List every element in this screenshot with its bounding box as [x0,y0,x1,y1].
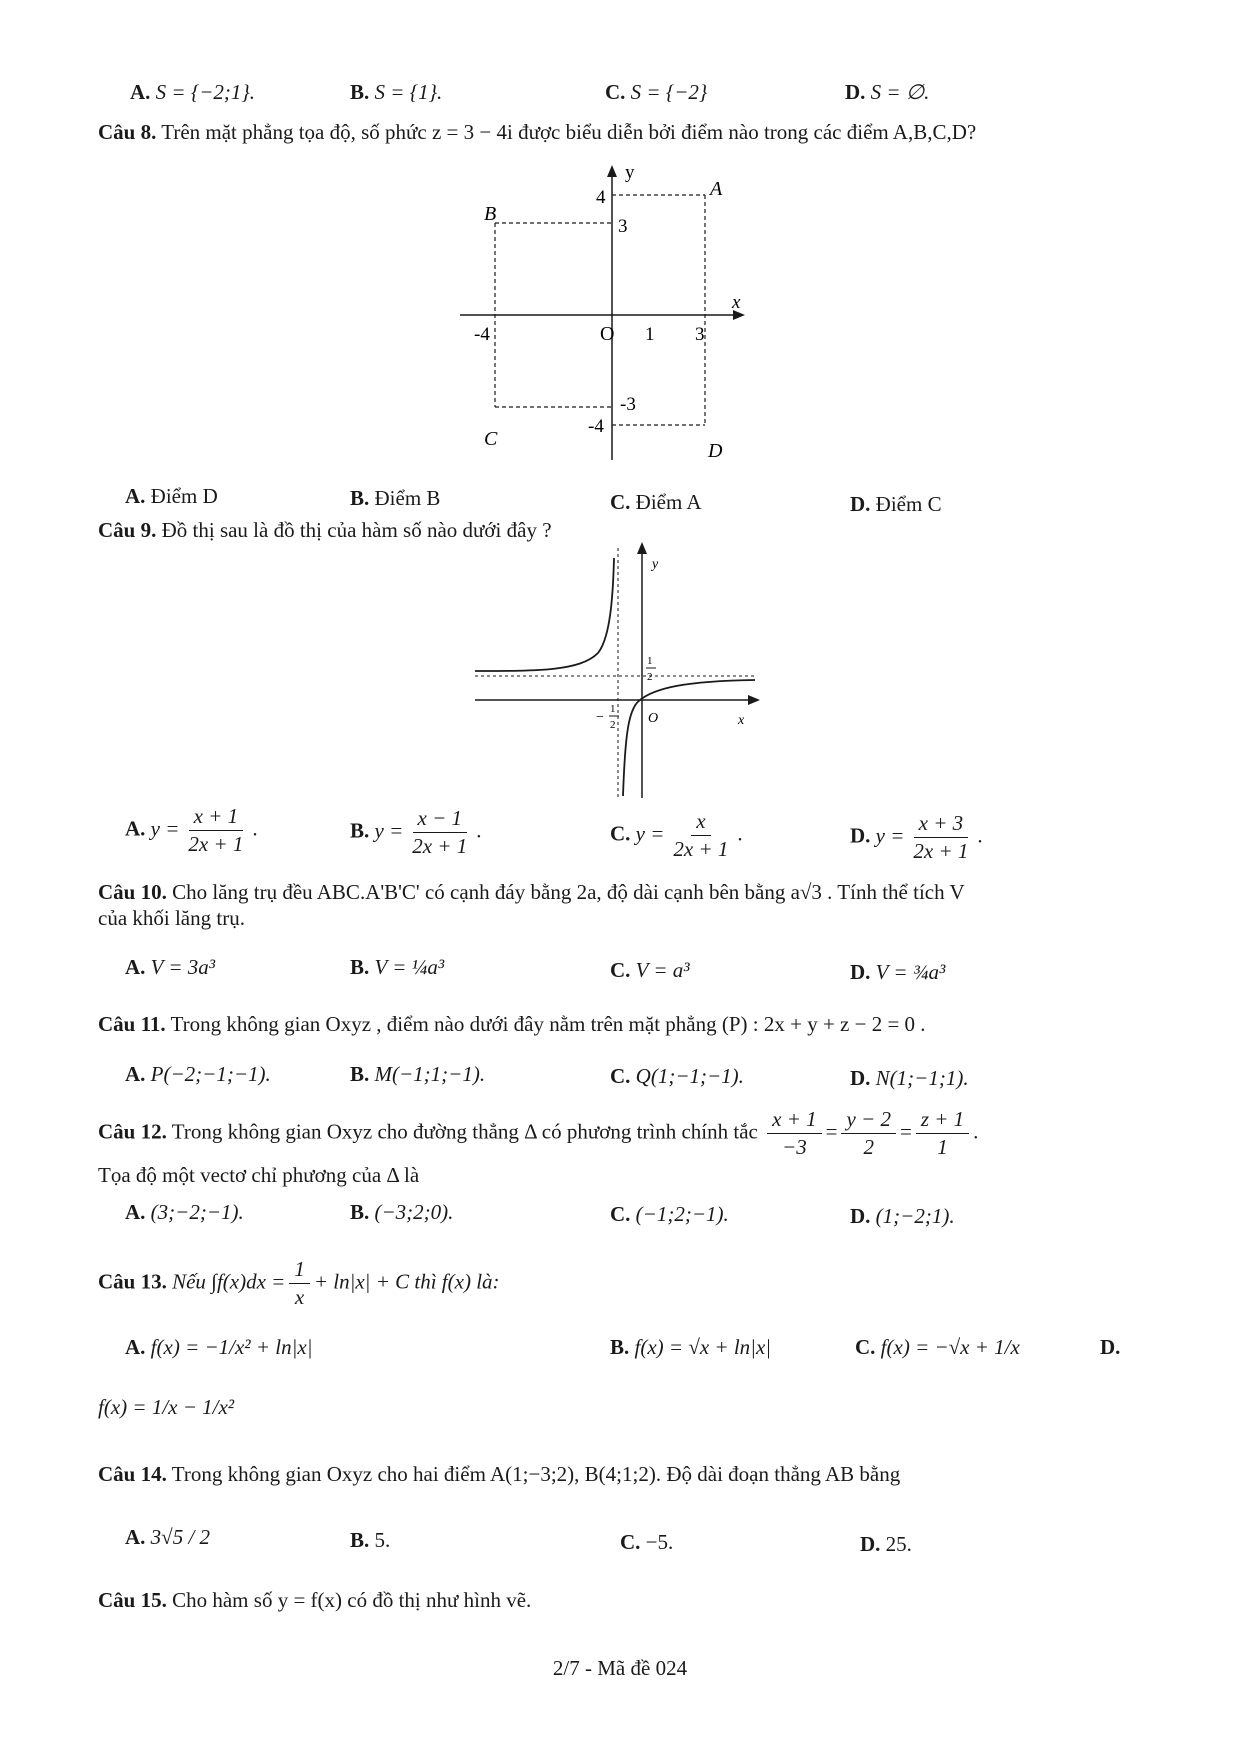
q7-option-a: A. S = {−2;1}. [130,80,256,104]
q8-option-a: A. Điểm D [125,484,218,508]
q9-question: Câu 9. Đồ thị sau là đồ thị của hàm số nào dưới đây ? [98,518,552,542]
q14-option-a: A. 3√5 / 2 [125,1525,211,1549]
q9-axis-y-label: y [652,557,659,572]
q10-option-b: B. V = ¼a³ [350,955,445,979]
q9-minus-sign: − [596,710,604,725]
q10-option-d: D. V = ¾a³ [850,960,946,984]
q13-question: Câu 13. Nếu ∫f(x)dx = $\frac{1}{x}$ + ln|x| + C thì f(x) là: [98,1257,500,1310]
q14-question: Câu 14. Trong không gian Oxyz cho hai điểm A(1;−3;2), B(4;1;2). Độ dài đoạn thẳng AB bằng [98,1462,901,1486]
q9-origin-label: O [648,711,659,726]
q8-tick-1: 1 [645,324,655,345]
q10-question: Câu 10. Cho lăng trụ đều ABC.A'B'C' có cạnh đáy bằng 2a, độ dài cạnh bên bằng a√3 . Tính thể tích V [98,880,965,904]
q8-tick-neg4-x: -4 [474,324,490,345]
q15-question: Câu 15. Cho hàm số y = f(x) có đồ thị như hình vẽ. [98,1588,532,1612]
q14-option-c: C. −5. [620,1530,674,1554]
q14-option-d: D. 25. [860,1532,912,1556]
q9-option-b: B. y = $\frac{x - 1}{2x + 1}$ . [350,806,482,859]
q7-option-c: C. S = {−2} [605,80,708,104]
q8-origin-label: O [600,323,615,345]
q8-option-d: D. Điểm C [850,492,942,516]
q7-option-d: D. S = ∅. [845,80,930,104]
q8-axis-y-label: y [625,162,635,183]
q8-tick-3-x: 3 [695,324,705,345]
q9-x-arrow [748,695,760,705]
q14-option-b: B. 5. [350,1528,391,1552]
q12-question: Câu 12. Trong không gian Oxyz cho đường thẳng Δ có phương trình chính tắc $\frac{x + 1}{-3}$ = $\frac{y - 2}{2}$ = $\frac{z + 1}{1}$ . [98,1107,979,1160]
q8-coordinate-figure [460,160,780,470]
q13-option-d-label: D. [1100,1335,1121,1359]
q11-question: Câu 11. Trong không gian Oxyz , điểm nào dưới đây nằm trên mặt phẳng (P) : 2x + y + z − 2 = 0 . [98,1012,926,1036]
q10-option-a: A. V = 3a³ [125,955,216,979]
q9-half-num-x: 1 [610,703,616,715]
q8-point-c-label: C [484,428,498,450]
q11-option-a: A. P(−2;−1;−1). [125,1062,271,1086]
q12-option-b: B. (−3;2;0). [350,1200,454,1224]
q11-option-b: B. M(−1;1;−1). [350,1062,486,1086]
page-footer: 2/7 - Mã đề 024 [552,1656,688,1680]
q8-option-b: B. Điểm B [350,486,441,510]
q8-y-arrow [607,165,617,177]
q9-half-den-x: 2 [610,719,616,731]
q9-graph-figure [470,538,770,803]
q8-tick-neg4-y: -4 [588,416,604,437]
q8-point-b-label: B [484,203,497,225]
q8-axis-x-label: x [732,292,741,313]
q9-axis-x-label: x [738,713,745,728]
q9-y-arrow [637,542,647,554]
q8-tick-4: 4 [596,187,606,208]
q10-option-c: C. V = a³ [610,958,690,982]
q10-question-cont: của khối lăng trụ. [98,906,245,930]
q11-option-d: D. N(1;−1;1). [850,1066,969,1090]
q9-half-den-y: 2 [647,671,653,683]
q13-option-c: C. f(x) = −√x + 1/x [855,1335,1020,1359]
q9-option-c: C. y = $\frac{x}{2x + 1}$ . [610,809,743,862]
q8-point-d-label: D [708,440,723,462]
q8-tick-3: 3 [618,216,628,237]
q11-option-c: C. Q(1;−1;−1). [610,1064,744,1088]
q12-option-c: C. (−1;2;−1). [610,1202,729,1226]
q9-curve-right-branch [623,680,755,796]
q12-option-d: D. (1;−2;1). [850,1204,955,1228]
q9-half-num-y: 1 [647,655,653,667]
q8-point-a-label: A [710,178,723,200]
q7-option-b: B. S = {1}. [350,80,443,104]
q12-question-cont: Tọa độ một vectơ chỉ phương của Δ là [98,1163,420,1187]
q8-question: Câu 8. Trên mặt phẳng tọa độ, số phức z = 3 − 4i được biểu diễn bởi điểm nào trong các điểm A,B,C,D? [98,120,977,144]
q9-curve-left-branch [475,558,614,671]
q9-option-d: D. y = $\frac{x + 3}{2x + 1}$ . [850,811,983,864]
q13-option-d: f(x) = 1/x − 1/x² [98,1395,235,1419]
q12-option-a: A. (3;−2;−1). [125,1200,244,1224]
q8-tick-neg3: -3 [620,394,636,415]
q13-option-a: A. f(x) = −1/x² + ln|x| [125,1335,313,1359]
q9-option-a: A. y = $\frac{x + 1}{2x + 1}$ . [125,804,258,857]
q8-option-c: C. Điểm A [610,490,702,514]
q13-option-b: B. f(x) = √x + ln|x| [610,1335,772,1359]
